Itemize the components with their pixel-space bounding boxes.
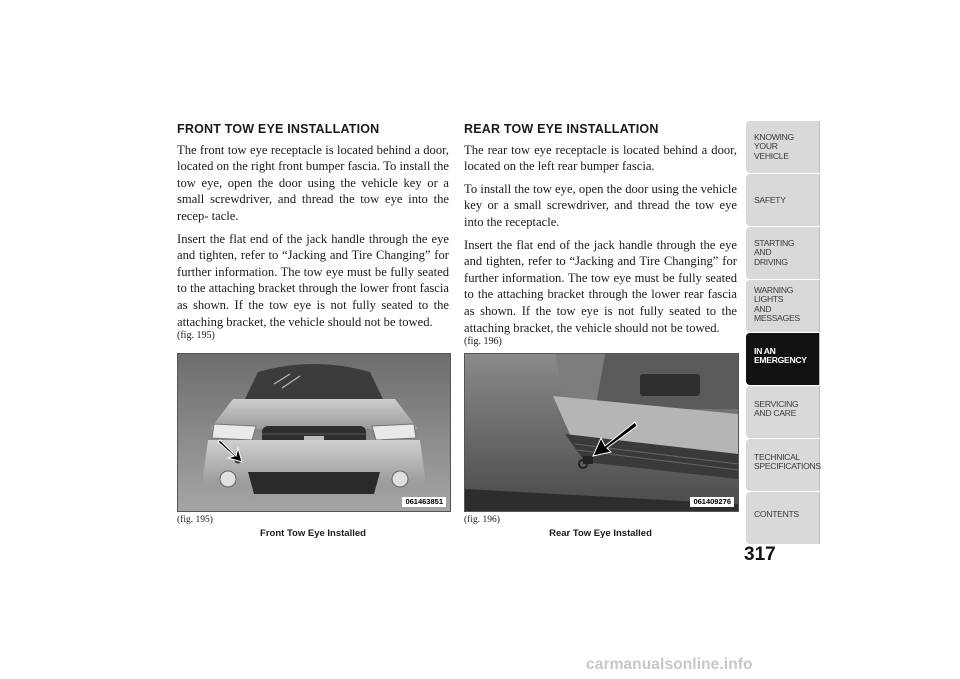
- figure-reference: (fig. 196): [464, 336, 502, 348]
- figure-caption: Rear Tow Eye Installed: [549, 528, 652, 539]
- paragraph: The front tow eye receptacle is located behind a door, located on the right front bumper fascia. To install the tow eye, open the door using the vehicle key or a small screwdriver, and thread the tow eye into the recep- tacle.: [177, 142, 449, 223]
- rear-tow-eye-photo: [464, 353, 739, 512]
- paragraph: To install the tow eye, open the door using the vehicle key or a small screwdriver, and thread the tow eye into the receptacle.: [464, 181, 737, 229]
- paragraph: Insert the flat end of the jack handle through the eye and tighten, refer to “Jacking and Tire Changing” for further information. The tow eye must be fully seated to the attaching bracket through the lower front fascia as shown. If the tow eye is not fully seated to the attaching bracket, the vehicle should not be towed.: [177, 231, 449, 329]
- front-vehicle-illustration: [178, 354, 450, 511]
- tab-label: KNOWING YOUR VEHICLE: [754, 132, 794, 161]
- rear-vehicle-illustration: [465, 354, 738, 511]
- figure-reference: (fig. 195): [177, 330, 215, 342]
- front-tow-eye-photo: [177, 353, 451, 512]
- tab-label: SERVICING AND CARE: [754, 399, 799, 419]
- section-heading: REAR TOW EYE INSTALLATION: [464, 122, 659, 136]
- tab-label: IN AN EMERGENCY: [754, 346, 807, 366]
- figure-label: (fig. 196): [464, 515, 500, 525]
- tab-label: TECHNICAL SPECIFICATIONS: [754, 452, 821, 472]
- tab-contents[interactable]: [746, 492, 820, 544]
- tab-label: SAFETY: [754, 195, 786, 205]
- figure-code: 061409276: [690, 497, 734, 507]
- tab-knowing-your-vehicle[interactable]: [746, 121, 820, 173]
- page-number: 317: [744, 544, 776, 565]
- chapter-tabs: [746, 121, 820, 545]
- paragraph: Insert the flat end of the jack handle through the eye and tighten, refer to “Jacking and Tire Changing” for further information. The tow eye must be fully seated to the attaching bracket through the lower rear fascia as shown. If the tow eye is not fully seated to the attaching bracket, the vehicle should not be towed.: [464, 237, 737, 335]
- front-tow-eye-section: [177, 121, 449, 345]
- tab-label: WARNING LIGHTS AND MESSAGES: [754, 285, 800, 324]
- figure-caption: Front Tow Eye Installed: [260, 528, 366, 539]
- tab-technical-specifications[interactable]: [746, 439, 820, 491]
- tab-label: CONTENTS: [754, 509, 799, 519]
- tab-label: STARTING AND DRIVING: [754, 238, 795, 267]
- figure-code: 061463851: [402, 497, 446, 507]
- tab-starting-and-driving[interactable]: [746, 227, 820, 279]
- rear-tow-eye-section: [464, 121, 737, 351]
- figure-label: (fig. 195): [177, 515, 213, 525]
- tab-servicing-and-care[interactable]: [746, 386, 820, 438]
- paragraph: The rear tow eye receptacle is located behind a door, located on the left rear bumper fascia.: [464, 142, 737, 174]
- tab-safety[interactable]: [746, 174, 820, 226]
- tab-warning-lights-and-messages[interactable]: [746, 280, 820, 332]
- watermark: carmanualsonline.info: [586, 656, 753, 673]
- tab-in-an-emergency[interactable]: [746, 333, 820, 385]
- section-heading: FRONT TOW EYE INSTALLATION: [177, 122, 380, 136]
